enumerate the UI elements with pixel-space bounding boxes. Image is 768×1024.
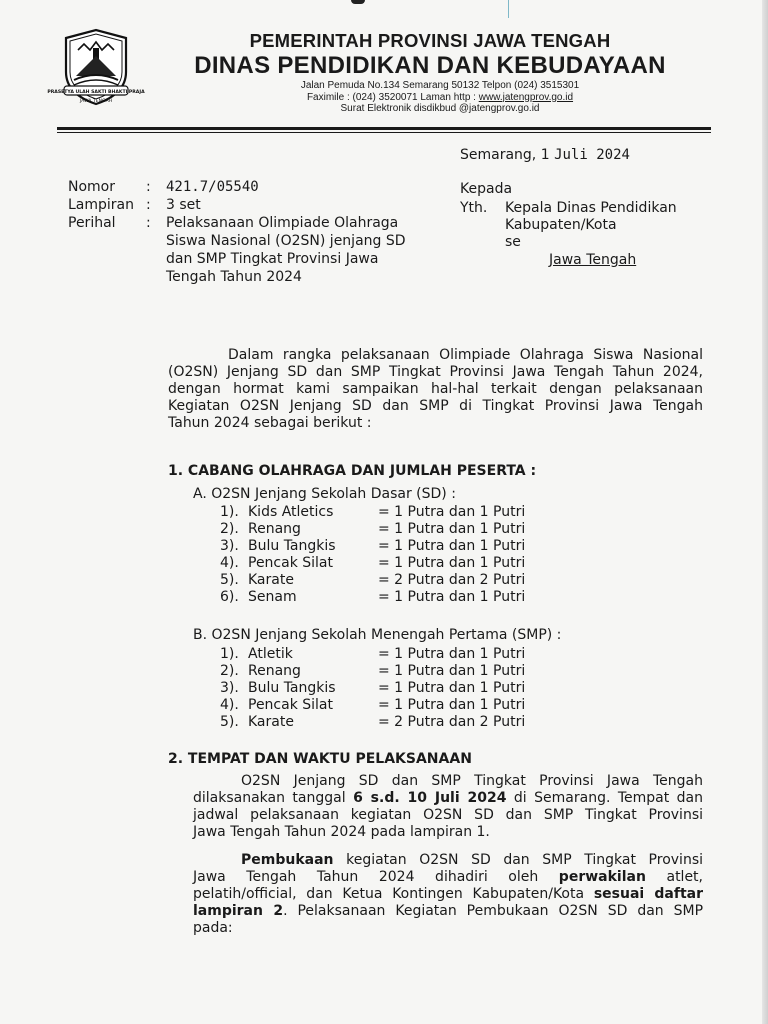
list-item-number: 2). [220, 521, 239, 537]
paragraph-line: dilaksanakan tanggal 6 s.d. 10 Juli 2024 di Semarang. Tempat dan [193, 790, 704, 806]
list-item-quota: = 1 Putra dan 1 Putri [378, 555, 526, 571]
list-item-number: 3). [220, 680, 239, 696]
perihal-line: Tengah Tahun 2024 [166, 269, 302, 285]
paragraph-line: (O2SN) Jenjang SD dan SMP Tingkat Provinsi Jawa Tengah Tahun 2024, [168, 364, 703, 380]
list-item-quota: = 1 Putra dan 1 Putri [378, 697, 526, 713]
paragraph-line: Dalam rangka pelaksanaan Olimpiade Olahraga Siswa Nasional [228, 347, 703, 363]
paragraph-line: Jawa Tengah Tahun 2024 dihadiri oleh perwakilan atlet, [193, 869, 703, 885]
list-item-sport: Pencak Silat [248, 697, 333, 713]
list-item-sport: Renang [248, 663, 301, 679]
recipient-line: Kabupaten/Kota [505, 217, 617, 233]
list-item-sport: Pencak Silat [248, 555, 333, 571]
paragraph-line: jadwal pelaksanaan kegiatan O2SN SD dan SMP Tingkat Provinsi [193, 807, 703, 823]
perihal-line: Pelaksanaan Olimpiade Olahraga [166, 215, 399, 231]
agency-name: DINAS PENDIDIKAN DAN KEBUDAYAAN [194, 52, 666, 79]
list-item-sport: Karate [248, 572, 294, 588]
paragraph-line: Tahun 2024 sebagai berikut : [168, 415, 372, 431]
list-item-sport: Kids Atletics [248, 504, 334, 520]
punch-mark [351, 0, 365, 4]
letter-date: Semarang, 1 Juli 2024 [460, 147, 630, 163]
perihal-colon: : [146, 215, 151, 231]
letterhead-contact [150, 80, 730, 115]
page-edge [762, 0, 768, 1024]
list-item-number: 5). [220, 714, 239, 730]
scan-mark [508, 0, 509, 18]
list-item-number: 6). [220, 589, 239, 605]
lampiran-colon: : [146, 197, 151, 213]
section-1-heading: 1. CABANG OLAHRAGA DAN JUMLAH PESERTA : [168, 463, 537, 479]
jawa-tengah-emblem-logo [47, 28, 145, 106]
nomor-colon: : [146, 179, 151, 195]
lampiran-label: Lampiran [68, 197, 135, 213]
list-item-quota: = 1 Putra dan 1 Putri [378, 680, 526, 696]
letterhead-rule-thin [57, 132, 711, 133]
list-item-quota: = 2 Putra dan 2 Putri [378, 572, 526, 588]
paragraph-line: pelatih/official, dan Ketua Kontingen Kabupaten/Kota sesuai daftar [193, 886, 703, 902]
recipient-region: Jawa Tengah [549, 252, 637, 268]
email-line: Surat Elektronik disdikbud @jatengprov.go.id [340, 103, 540, 114]
kepada-label: Kepada [460, 181, 513, 197]
opening-paragraph [193, 852, 703, 937]
paragraph-line: Kegiatan O2SN Jenjang SD dan SMP di Tingkat Provinsi Jawa Tengah [168, 398, 703, 414]
yth-label: Yth. [460, 200, 488, 216]
venue-paragraph [193, 773, 703, 841]
list-item-number: 1). [220, 646, 239, 662]
lampiran-value: 3 set [166, 197, 201, 213]
intro-paragraph [168, 347, 703, 432]
address-line: Jalan Pemuda No.134 Semarang 50132 Telpon (024) 3515301 [300, 80, 580, 91]
list-item-sport: Atletik [248, 646, 293, 662]
list-item-sport: Bulu Tangkis [248, 538, 336, 554]
list-item-quota: = 1 Putra dan 1 Putri [378, 646, 526, 662]
list-item-quota: = 1 Putra dan 1 Putri [378, 589, 526, 605]
list-item-quota: = 1 Putra dan 1 Putri [378, 538, 526, 554]
list-item-quota: = 1 Putra dan 1 Putri [378, 521, 526, 537]
paragraph-line: lampiran 2. Pelaksanaan Kegiatan Pembukaan O2SN SD dan SMP [193, 903, 704, 919]
list-item-quota: = 1 Putra dan 1 Putri [378, 504, 526, 520]
nomor-label: Nomor [68, 179, 115, 195]
recipient-line: Kepala Dinas Pendidikan [505, 200, 677, 216]
perihal-line: dan SMP Tingkat Provinsi Jawa [166, 251, 379, 267]
list-item-number: 4). [220, 555, 239, 571]
list-item-sport: Karate [248, 714, 294, 730]
paragraph-line: Pembukaan kegiatan O2SN SD dan SMP Tingkat Provinsi [241, 852, 703, 868]
recipient-line: se [505, 234, 521, 250]
nomor-value: 421.7/05540 [166, 179, 259, 195]
government-name: PEMERINTAH PROVINSI JAWA TENGAH [249, 30, 611, 51]
paragraph-line: O2SN Jenjang SD dan SMP Tingkat Provinsi Jawa Tengah [241, 773, 703, 789]
list-item-sport: Senam [248, 589, 297, 605]
list-item-number: 3). [220, 538, 239, 554]
list-item-number: 2). [220, 663, 239, 679]
paragraph-line: Jawa Tengah Tahun 2024 pada lampiran 1. [193, 824, 490, 840]
list-item-number: 1). [220, 504, 239, 520]
website-link[interactable]: www.jatengprov.go.id [478, 91, 574, 103]
paragraph-line: dengan hormat kami sampaikan hal-hal terkait dengan pelaksanaan [168, 381, 703, 397]
list-item-sport: Renang [248, 521, 301, 537]
logo-motto: PRASETYA ULAH SAKTI BHAKTI PRAJA [47, 90, 145, 95]
list-item-quota: = 1 Putra dan 1 Putri [378, 663, 526, 679]
logo-caption: JAWA TENGAH [79, 99, 113, 104]
perihal-label: Perihal [68, 215, 116, 231]
perihal-line: Siswa Nasional (O2SN) jenjang SD [166, 233, 406, 249]
paragraph-line: pada: [193, 920, 233, 936]
list-item-sport: Bulu Tangkis [248, 680, 336, 696]
letterhead-rule-thick [57, 127, 711, 130]
smp-title: B. O2SN Jenjang Sekolah Menengah Pertama (SMP) : [193, 627, 562, 643]
list-item-quota: = 2 Putra dan 2 Putri [378, 714, 526, 730]
list-item-number: 4). [220, 697, 239, 713]
list-item-number: 5). [220, 572, 239, 588]
section-2-heading: 2. TEMPAT DAN WAKTU PELAKSANAAN [168, 751, 472, 767]
sd-title: A. O2SN Jenjang Sekolah Dasar (SD) : [193, 486, 456, 502]
fax-line: Faximile : (024) 3520071 Laman http : www.jatengprov.go.id [306, 91, 574, 103]
